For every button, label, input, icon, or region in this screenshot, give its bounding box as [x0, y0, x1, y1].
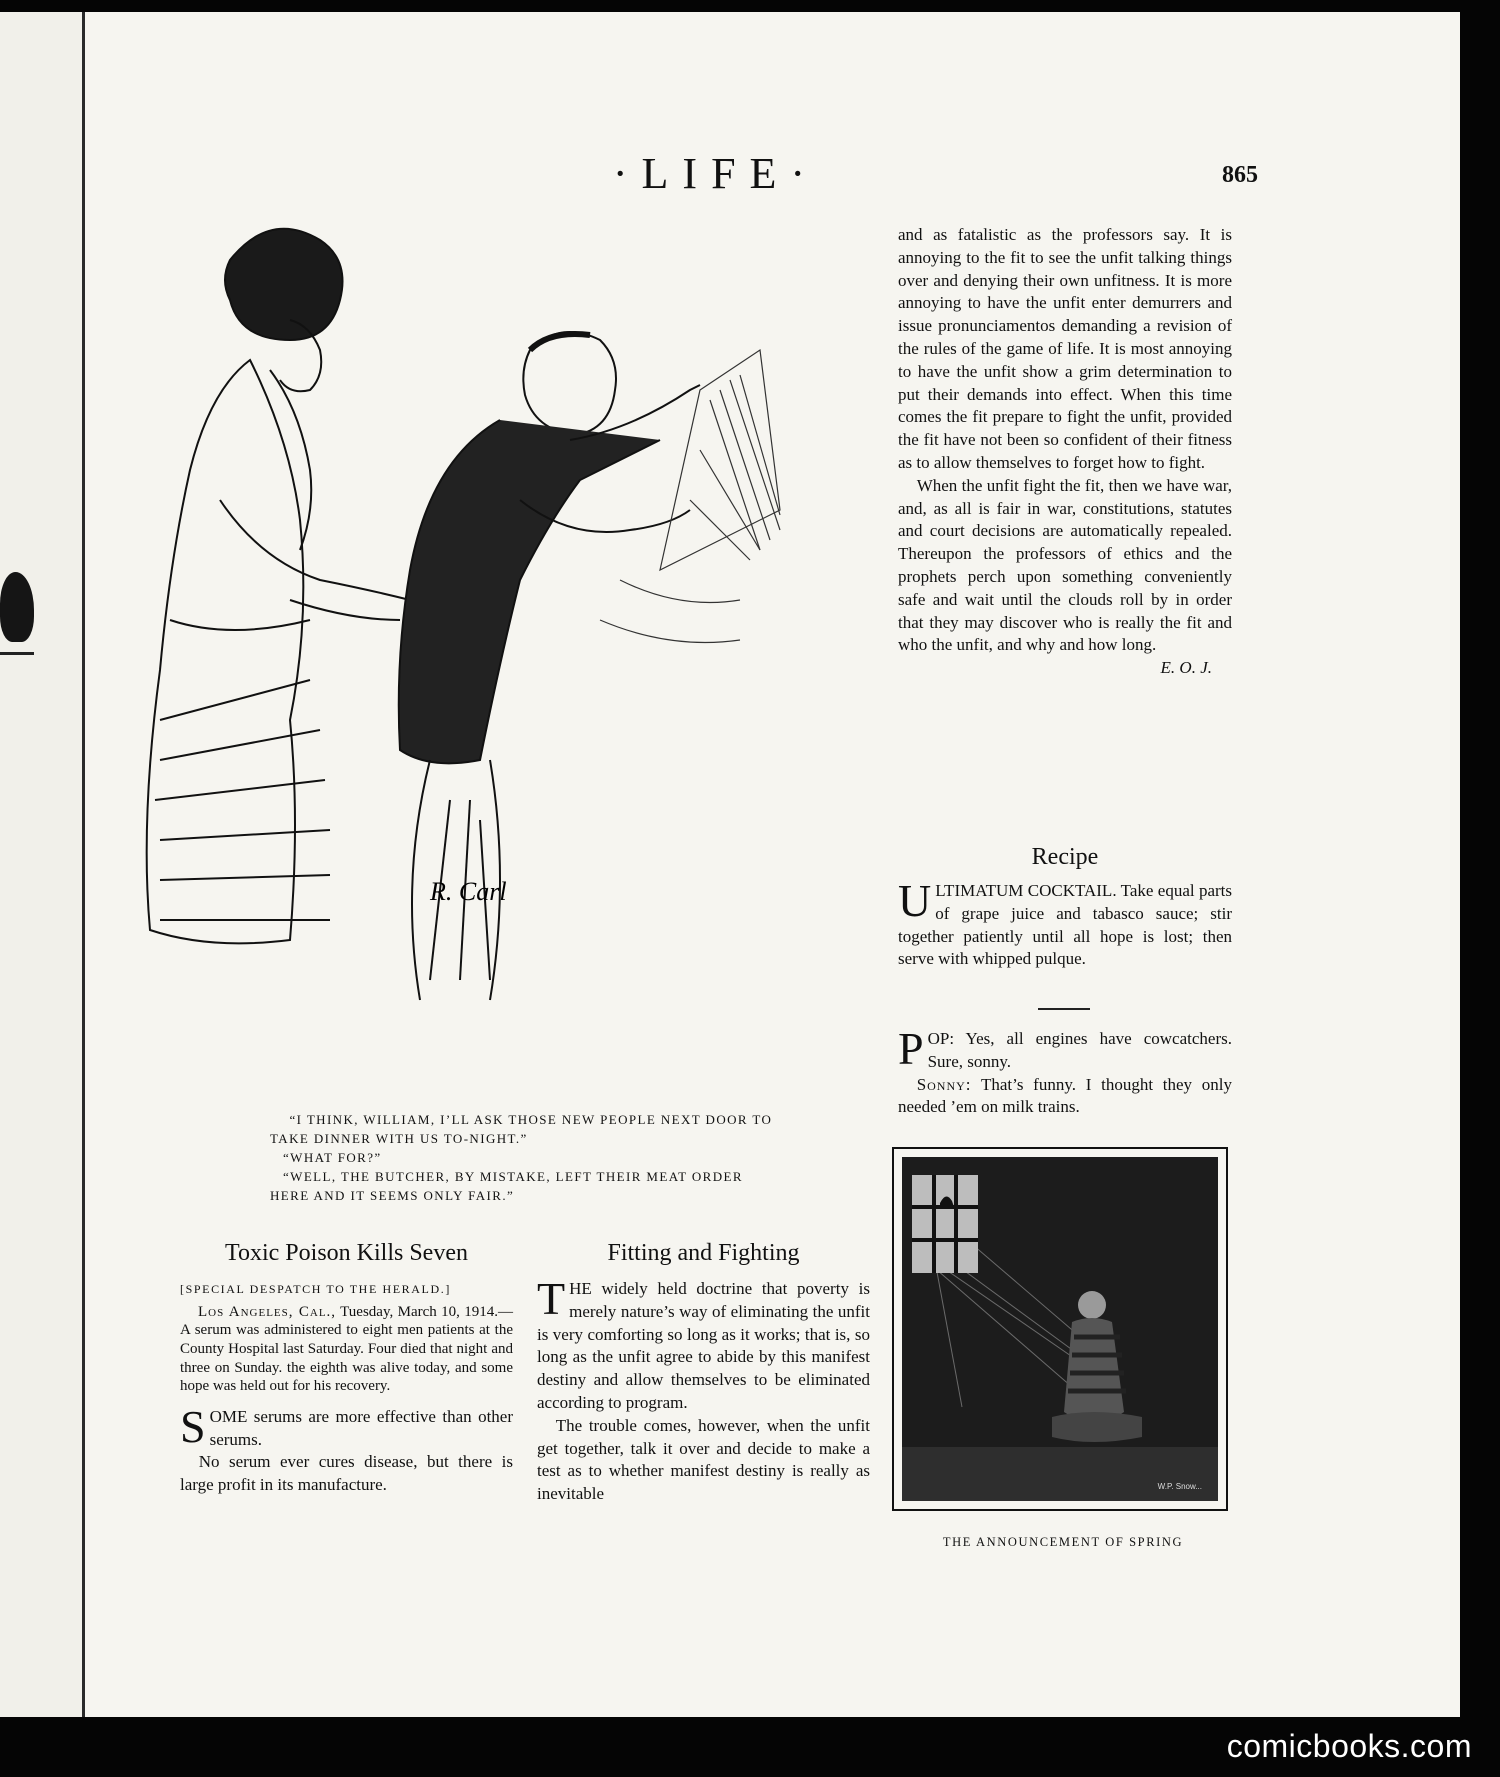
- news-body: Tuesday, March 10, 1914.—A serum was administered to eight men patients at the County Hospital last Saturday. Four died that night and three on Sunday. the eighth was alive today, and some hope was held out for his recovery.: [180, 1303, 514, 1395]
- caption-line-2: “WHAT FOR?”: [283, 1150, 382, 1165]
- fitting-paragraph-2: The trouble comes, however, when the unfit get together, talk it over and decide to make a test as to whether manifest destiny is really as inevitable: [537, 1415, 870, 1504]
- pop-speaker: OP:: [927, 1029, 955, 1048]
- recipe-lead: LTIMATUM COCKTAIL.: [935, 881, 1117, 900]
- barred-window: [912, 1175, 978, 1273]
- fitting-signature: E. O. J.: [1160, 658, 1212, 678]
- pop-dropcap: P: [898, 1023, 924, 1074]
- serum-paragraph-1: OME serums are more effective than other serums.: [209, 1406, 513, 1449]
- newspaper-sheet: [600, 350, 780, 643]
- facing-page-rule: [0, 652, 34, 655]
- sonny-line: That’s funny. I thought they only needed ’em on milk trains.: [898, 1074, 1232, 1117]
- caption-line-3: “WELL, THE BUTCHER, BY MISTAKE, LEFT THEIR MEAT ORDER HERE AND IT SEEMS ONLY FAIR.”: [270, 1169, 743, 1203]
- cartoon-artist-signature: R. Carl: [430, 877, 507, 906]
- recipe-text: [898, 875, 1232, 971]
- site-watermark: comicbooks.com: [1226, 1728, 1472, 1764]
- prison-illustration: [902, 1157, 1218, 1501]
- facing-page-edge: [0, 12, 82, 1717]
- special-despatch-line: [SPECIAL DESPATCH TO THE HERALD.]: [180, 1282, 451, 1296]
- sonny-speaker: Sonny:: [916, 1074, 972, 1094]
- fitting-paragraph-3: and as fatalistic as the professors say. It is annoying to the fit to see the unfit talking things over and denying their own unfitness. It is more annoying to have the unfit enter demurrers and issue pronunciamentos demanding a revision of the rules of the game of life. It is most annoying to have the unfit show a grim determination to put their demands into effect. When this time comes the fit prepare to fight the unfit, provided the fit have not been so confident of their fitness as to allow themselves to forget how to fight.: [898, 225, 1232, 472]
- toxic-poison-column: [180, 1278, 513, 1497]
- page-number: 865: [1222, 162, 1258, 188]
- facing-page-ink-blot: [0, 572, 34, 642]
- fitting-continuation-column: [898, 224, 1232, 680]
- scan-frame-top: [0, 0, 1500, 12]
- fitting-paragraph-1: HE widely held doctrine that poverty is merely nature’s way of eliminating the unfit is very comforting so long as it works; that is, so long as the unfit agree to abide by this manifest destiny and allow themselves to be eliminated according to program.: [537, 1279, 870, 1412]
- caption-line-1: “I THINK, WILLIAM, I’LL ASK THOSE NEW PEOPLE NEXT DOOR TO TAKE DINNER WITH US TO-NIGHT.”: [270, 1112, 773, 1146]
- dateline-place: Los Angeles, Cal.,: [198, 1303, 337, 1320]
- prison-caption: THE ANNOUNCEMENT OF SPRING: [942, 1535, 1184, 1549]
- recipe-title: Recipe: [1031, 844, 1099, 870]
- woman-figure: [147, 229, 410, 944]
- pop-line: Yes, all engines have cowcatchers. Sure, sonny.: [927, 1029, 1232, 1071]
- masthead: ·LIFE·: [612, 149, 820, 198]
- fitting-paragraph-4: When the unfit fight the fit, then we have war, and, as all is fair in war, constitutions, statutes and court decisions are automatically repealed. Thereupon the professors of ethics and the prophets perch upon something conveniently safe and wait until the clouds roll by in order that they may discover who is really the fit and who the unfit, and why and how long.: [898, 475, 1232, 655]
- cartoon-caption: [270, 1110, 775, 1205]
- pop-sonny-joke: [898, 1023, 1232, 1119]
- fitting-dropcap: T: [537, 1273, 566, 1324]
- recipe-body: Take equal parts of grape juice and tabasco sauce; stir together patiently until all hope is lost; then serve with whipped pulque.: [898, 881, 1232, 969]
- scan-frame-right: [1460, 0, 1500, 1777]
- cartoon-illustration: [100, 200, 880, 1100]
- serum-dropcap: S: [180, 1400, 206, 1452]
- prison-illustration-frame: [892, 1147, 1228, 1511]
- serum-paragraph-2: No serum ever cures disease, but there is large profit in its manufacture.: [180, 1452, 513, 1495]
- recipe-dropcap: U: [898, 875, 932, 926]
- fitting-fighting-column: [537, 1273, 870, 1506]
- prison-artist-signature: W.P. Snow...: [1157, 1482, 1202, 1491]
- fitting-fighting-title: Fitting and Fighting: [607, 1240, 800, 1266]
- section-divider: [1038, 1008, 1090, 1010]
- toxic-poison-title: Toxic Poison Kills Seven: [225, 1240, 468, 1266]
